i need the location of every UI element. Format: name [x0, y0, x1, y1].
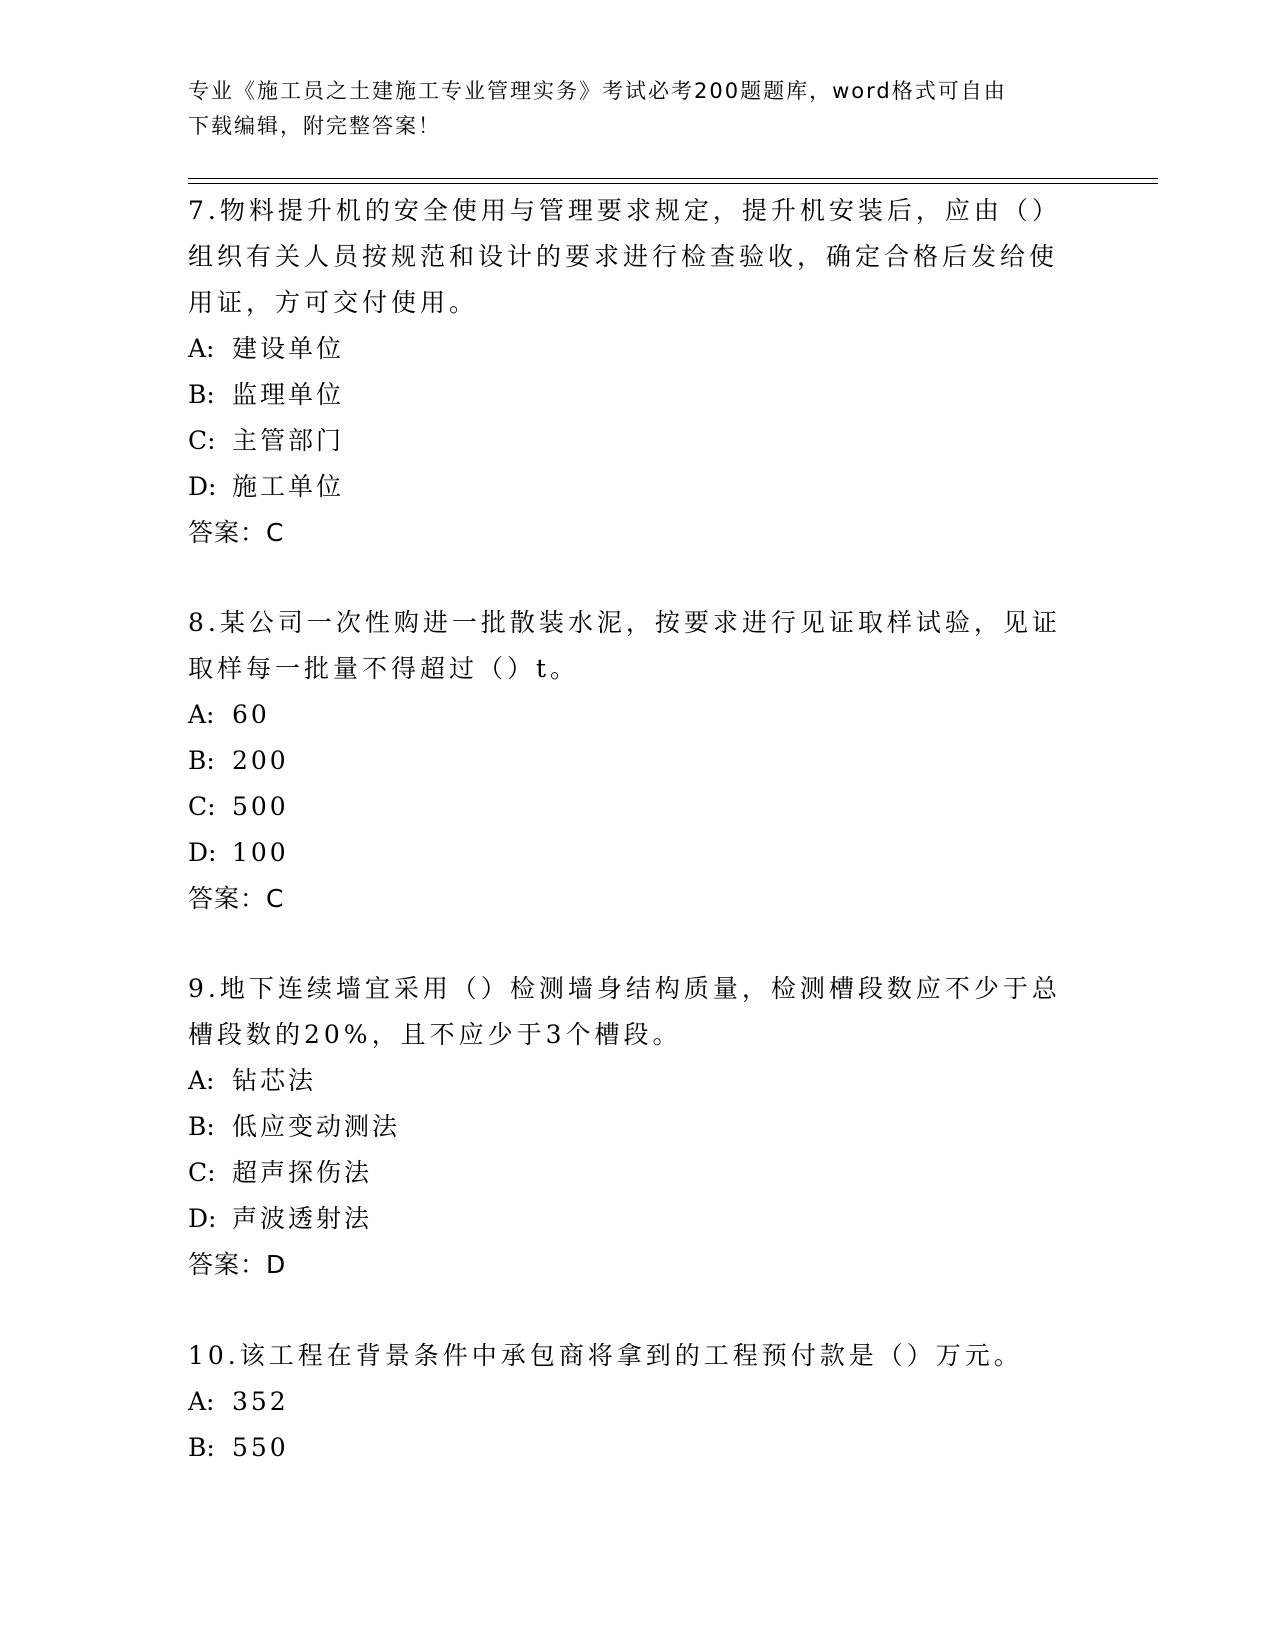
option-text: 60 [232, 700, 270, 729]
stem-line: 10.该工程在背景条件中承包商将拿到的工程预付款是（）万元。 [188, 1341, 1023, 1370]
option-letter: B: [188, 380, 215, 409]
header-divider-bottom [188, 183, 1158, 184]
option-b [188, 372, 1068, 418]
stem-line: 9.地下连续墙宜采用（）检测墙身结构质量，检测槽段数应不少于总 [188, 974, 1061, 1003]
option-a [188, 692, 1068, 738]
option-a [188, 1379, 1068, 1425]
option-d [188, 1196, 1068, 1242]
option-text: 施工单位 [232, 472, 345, 501]
option-letter: A: [188, 1066, 215, 1095]
document-header [188, 74, 1068, 144]
option-a [188, 1058, 1068, 1104]
option-c [188, 784, 1068, 830]
option-text: 监理单位 [232, 380, 345, 409]
option-text: 550 [232, 1433, 289, 1462]
header-line-2: 下载编辑，附完整答案！ [188, 114, 441, 138]
option-letter: B: [188, 746, 215, 775]
answer-line: 答案：C [188, 884, 285, 913]
stem-line: 组织有关人员按规范和设计的要求进行检查验收，确定合格后发给使 [188, 242, 1059, 271]
question-stem [188, 1333, 1068, 1379]
question-stem [188, 600, 1068, 692]
option-letter: D: [188, 472, 217, 501]
stem-line: 8.某公司一次性购进一批散装水泥，按要求进行见证取样试验，见证 [188, 608, 1061, 637]
option-text: 100 [232, 838, 289, 867]
option-text: 352 [232, 1387, 289, 1416]
option-b [188, 1104, 1068, 1150]
question-stem [188, 188, 1068, 326]
option-text: 低应变动测法 [232, 1112, 401, 1141]
option-letter: A: [188, 700, 215, 729]
option-d [188, 464, 1068, 510]
option-letter: A: [188, 334, 215, 363]
question-9 [188, 966, 1068, 1288]
option-letter: C: [188, 792, 216, 821]
stem-line: 槽段数的20%，且不应少于3个槽段。 [188, 1020, 682, 1049]
question-7 [188, 188, 1068, 556]
option-text: 超声探伤法 [232, 1158, 373, 1187]
option-text: 500 [232, 792, 289, 821]
answer-line: 答案：D [188, 1250, 287, 1279]
option-text: 200 [232, 746, 289, 775]
stem-line: 7.物料提升机的安全使用与管理要求规定，提升机安装后，应由（） [188, 196, 1061, 225]
option-c [188, 1150, 1068, 1196]
option-text: 建设单位 [232, 334, 345, 363]
question-stem [188, 966, 1068, 1058]
option-letter: B: [188, 1112, 215, 1141]
option-text: 声波透射法 [232, 1204, 373, 1233]
option-b [188, 738, 1068, 784]
question-8 [188, 600, 1068, 922]
option-c [188, 418, 1068, 464]
header-line-1: 专业《施工员之土建施工专业管理实务》考试必考200题题库，word格式可自由 [188, 79, 1007, 103]
option-text: 主管部门 [232, 426, 345, 455]
option-text: 钻芯法 [232, 1066, 317, 1095]
answer-line: 答案：C [188, 518, 285, 547]
option-letter: B: [188, 1433, 215, 1462]
option-d [188, 830, 1068, 876]
option-b [188, 1425, 1068, 1471]
option-letter: C: [188, 426, 216, 455]
question-10 [188, 1333, 1068, 1471]
option-letter: A: [188, 1387, 215, 1416]
option-letter: D: [188, 1204, 217, 1233]
option-letter: C: [188, 1158, 216, 1187]
stem-line: 用证，方可交付使用。 [188, 288, 479, 317]
stem-line: 取样每一批量不得超过（）t。 [188, 654, 580, 683]
header-divider-top [188, 178, 1158, 179]
option-a [188, 326, 1068, 372]
option-letter: D: [188, 838, 217, 867]
